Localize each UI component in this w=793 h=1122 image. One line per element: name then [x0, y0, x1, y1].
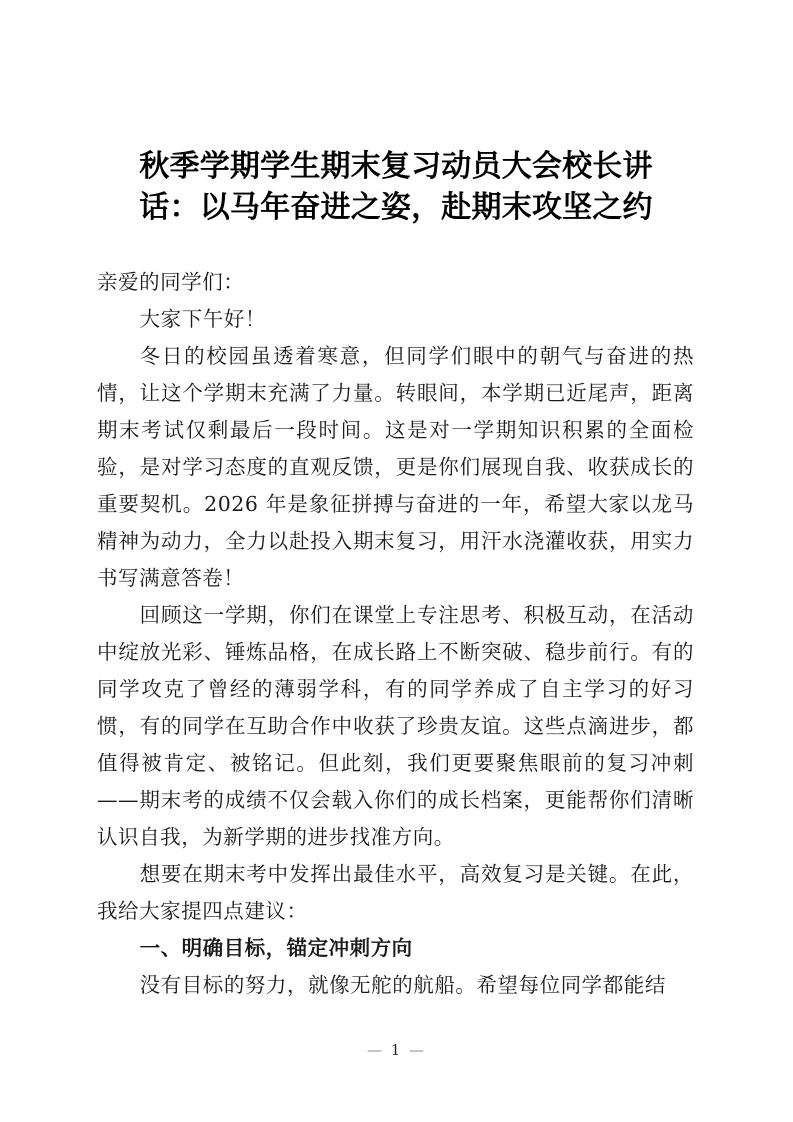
document-content-column [97, 0, 694, 1004]
footer-dash-right: — [409, 1041, 427, 1059]
paragraph-semester-review: 回顾这一学期，你们在课堂上专注思考、积极互动，在活动中绽放光彩、锤炼品格，在成长路上不断突破、稳步前行。有的同学攻克了曾经的薄弱学科，有的同学养成了自主学习的好习惯，有的同学在互助合作中收获了珍贵友谊。这些点滴进步，都值得被肯定、被铭记。但此刻，我们更要聚焦眼前的复习冲刺——期末考的成绩不仅会载入你们的成长档案，更能帮你们清晰认识自我，为新学期的进步找准方向。 [97, 603, 694, 849]
paragraph-advice-lead-in: 想要在期末考中发挥出最佳水平，高效复习是关键。在此，我给大家提四点建议： [97, 862, 694, 923]
paragraph-section-one-body: 没有目标的努力，就像无舵的航船。希望每位同学都能结 [139, 973, 666, 997]
footer-page-number: 1 [390, 1041, 403, 1059]
paragraph-greeting: 大家下午好！ [139, 307, 266, 331]
page-footer [0, 1040, 793, 1060]
page-title-line-1: 秋季学期学生期末复习动员大会校长讲 [139, 149, 653, 184]
paragraph-salutation: 亲爱的同学们： [97, 270, 245, 294]
document-body [97, 264, 694, 1004]
page-title [111, 0, 681, 228]
paragraph-opening: 冬日的校园虽透着寒意，但同学们眼中的朝气与奋进的热情，让这个学期末充满了力量。转眼间，本学期已近尾声，距离期末考试仅剩最后一段时间。这是对一学期知识积累的全面检验，是对学习态度的直观反馈，更是你们展现自我、收获成长的重要契机。2026 年是象征拼搏与奋进的一年，希望大家以龙马精神为动力，全力以赴投入期末复习，用汗水浇灌收获，用实力书写满意答卷！ [97, 344, 694, 590]
footer-dash-left: — [366, 1041, 384, 1059]
section-heading-one: 一、明确目标，锚定冲刺方向 [139, 936, 413, 960]
page-title-line-2: 话：以马年奋进之姿，赴期末攻坚之约 [139, 190, 653, 225]
